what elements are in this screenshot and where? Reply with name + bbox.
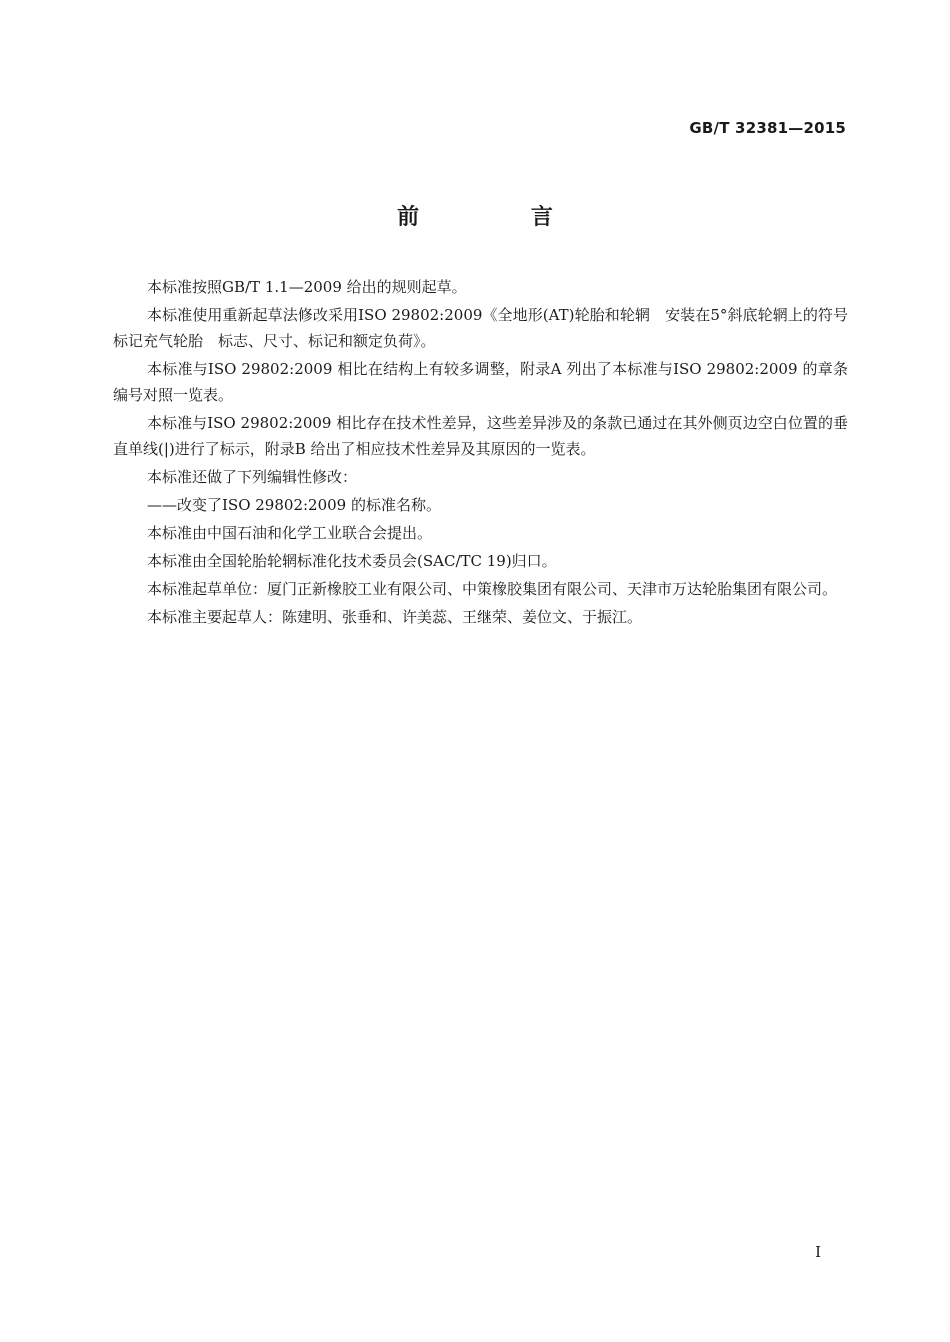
- paragraph-centralized-by: 本标准由全国轮胎轮辋标准化技术委员会(SAC/TC 19)归口。: [147, 552, 557, 570]
- paragraph-proposed-by: 本标准由中国石油和化学工业联合会提出。: [147, 524, 433, 542]
- paragraph-editorial-changes: 本标准还做了下列编辑性修改：: [147, 468, 358, 486]
- paragraph-drafters: 本标准主要起草人：陈建明、张垂和、许美蕊、王继荣、姜位文、于振江。: [147, 608, 643, 626]
- paragraph-adoption: 本标准使用重新起草法修改采用ISO 29802:2009《全地形(AT)轮胎和轮辋 安装在5°斜底轮辋上的符号标记充气轮胎 标志、尺寸、标记和额定负荷》。: [113, 306, 848, 350]
- paragraph-technical-differences: 本标准与ISO 29802:2009 相比存在技术性差异，这些差异涉及的条款已通过在其外侧页边空白位置的垂直单线(|)进行了标示，附录B 给出了相应技术性差异及其原因的一览表。: [113, 414, 848, 458]
- paragraph-drafting-units: 本标准起草单位：厦门正新橡胶工业有限公司、中策橡胶集团有限公司、天津市万达轮胎集团有限公司。: [147, 580, 838, 598]
- foreword-body: [113, 274, 848, 632]
- page-number: I: [815, 1243, 821, 1261]
- paragraph-structure-changes: 本标准与ISO 29802:2009 相比在结构上有较多调整，附录A 列出了本标准与ISO 29802:2009 的章条编号对照一览表。: [113, 360, 848, 404]
- paragraph-drafting-rules: 本标准按照GB/T 1.1—2009 给出的规则起草。: [147, 278, 467, 296]
- standard-code: GB/T 32381—2015: [689, 119, 846, 137]
- list-item-name-change: ——改变了ISO 29802:2009 的标准名称。: [147, 496, 441, 514]
- page-title: 前 言: [397, 205, 605, 230]
